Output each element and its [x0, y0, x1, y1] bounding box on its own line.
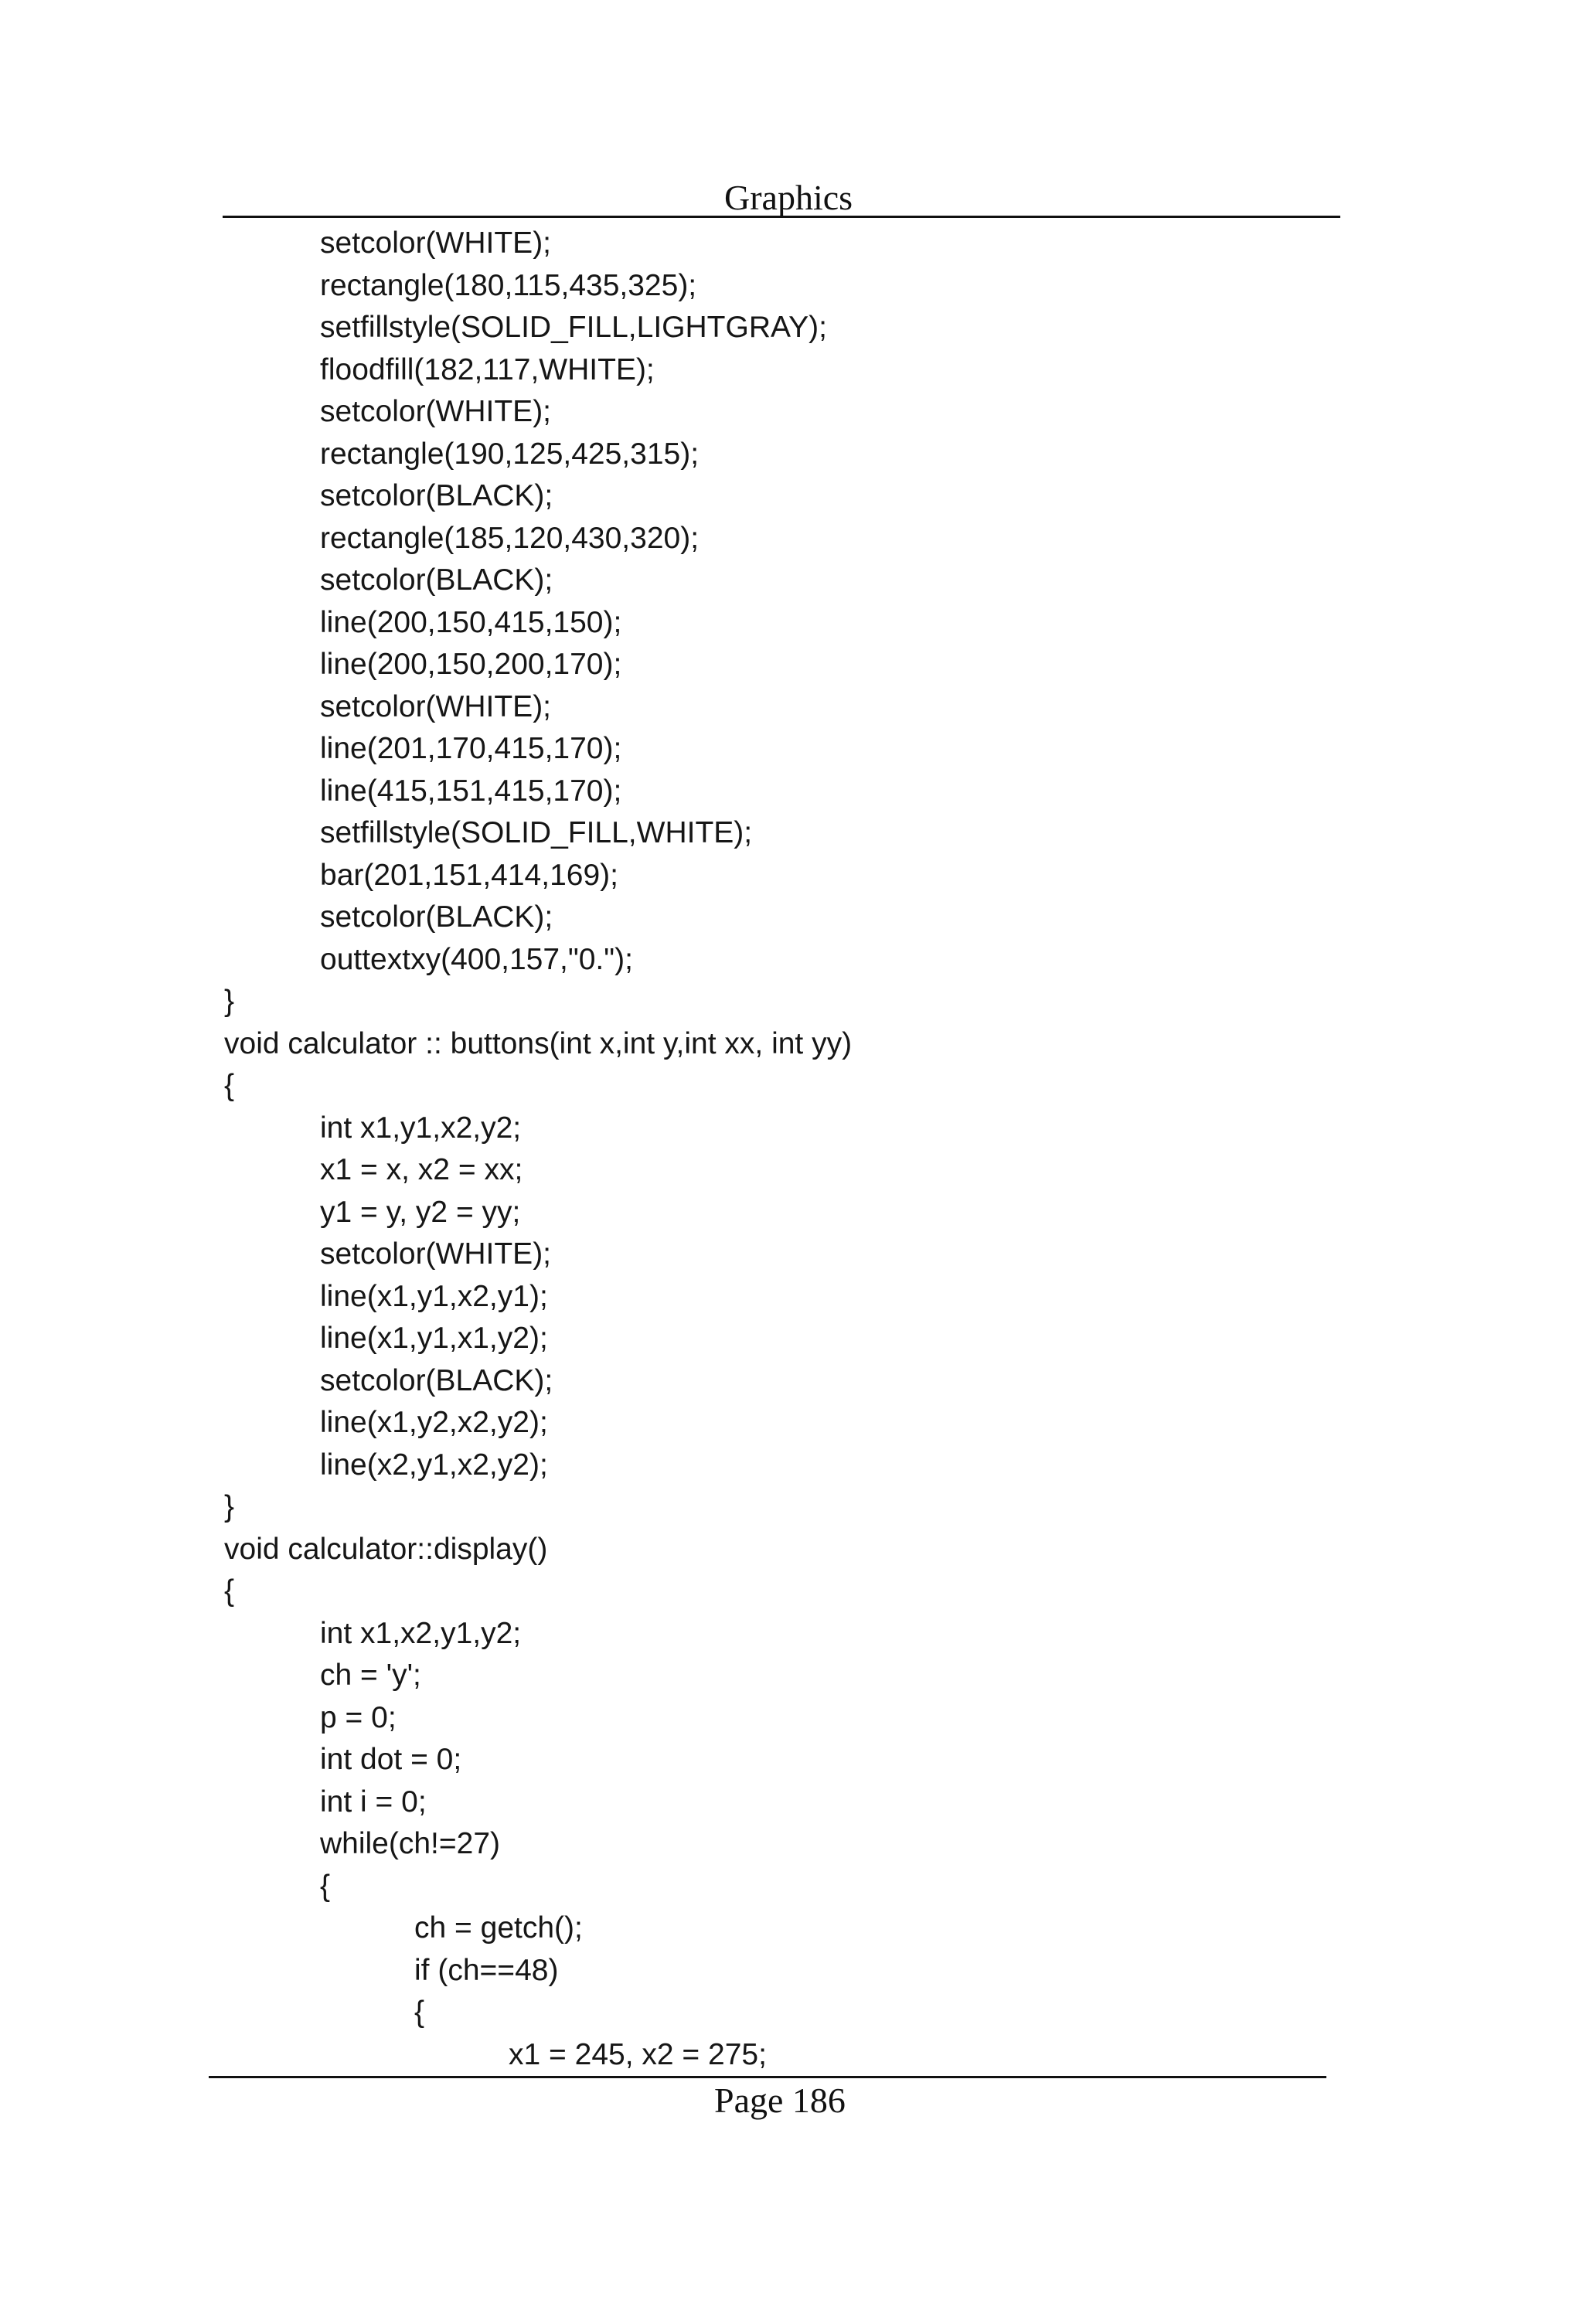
code-line: line(200,150,200,170); — [320, 648, 622, 681]
code-line: p = 0; — [320, 1700, 397, 1734]
code-line: ch = 'y'; — [320, 1659, 421, 1692]
code-line: line(415,151,415,170); — [320, 774, 622, 808]
code-line: floodfill(182,117,WHITE); — [320, 352, 655, 386]
code-line: line(201,170,415,170); — [320, 732, 622, 765]
code-line: { — [224, 1069, 235, 1102]
header-divider — [223, 216, 1340, 218]
code-line: while(ch!=27) — [320, 1827, 501, 1860]
code-line: setcolor(BLACK); — [320, 479, 553, 512]
code-line: x1 = 245, x2 = 275; — [509, 2037, 767, 2071]
code-line: y1 = y, y2 = yy; — [320, 1195, 521, 1229]
code-line: rectangle(185,120,430,320); — [320, 521, 700, 555]
footer-divider — [209, 2076, 1326, 2078]
code-line: x1 = x, x2 = xx; — [320, 1153, 523, 1186]
code-line: setcolor(WHITE); — [320, 226, 552, 260]
code-line: setcolor(BLACK); — [320, 900, 553, 934]
code-line: line(x1,y1,x2,y1); — [320, 1279, 548, 1313]
code-line: void calculator :: buttons(int x,int y,int xx, int yy) — [224, 1026, 853, 1060]
code-line: { — [224, 1574, 235, 1608]
code-line: setcolor(WHITE); — [320, 1237, 552, 1271]
code-line: outtextxy(400,157,"0."); — [320, 942, 633, 976]
code-line: int x1,x2,y1,y2; — [320, 1616, 522, 1650]
code-line: { — [414, 1996, 425, 2029]
code-line: ch = getch(); — [414, 1911, 583, 1945]
code-line: if (ch==48) — [414, 1953, 559, 1987]
code-line: setfillstyle(SOLID_FILL,WHITE); — [320, 816, 753, 849]
code-line: int x1,y1,x2,y2; — [320, 1111, 522, 1145]
code-line: setcolor(BLACK); — [320, 563, 553, 597]
page-number: Page 186 — [714, 2081, 846, 2120]
code-line: line(200,150,415,150); — [320, 605, 622, 639]
code-line: bar(201,151,414,169); — [320, 858, 618, 892]
code-line: line(x1,y2,x2,y2); — [320, 1406, 548, 1439]
code-line: setcolor(BLACK); — [320, 1363, 553, 1397]
code-line: int dot = 0; — [320, 1743, 462, 1776]
code-line: setcolor(WHITE); — [320, 689, 552, 723]
code-line: { — [320, 1869, 331, 1903]
code-line: setcolor(WHITE); — [320, 395, 552, 428]
page-header-title: Graphics — [724, 178, 853, 217]
code-line: } — [224, 1490, 235, 1523]
code-line: setfillstyle(SOLID_FILL,LIGHTGRAY); — [320, 311, 827, 344]
code-line: rectangle(180,115,435,325); — [320, 268, 697, 302]
code-line: } — [224, 985, 235, 1018]
code-line: line(x1,y1,x1,y2); — [320, 1322, 548, 1355]
code-line: line(x2,y1,x2,y2); — [320, 1448, 548, 1482]
code-line: void calculator::display() — [224, 1532, 548, 1566]
code-line: rectangle(190,125,425,315); — [320, 437, 700, 471]
code-line: int i = 0; — [320, 1785, 427, 1819]
code-listing — [224, 223, 1337, 2076]
